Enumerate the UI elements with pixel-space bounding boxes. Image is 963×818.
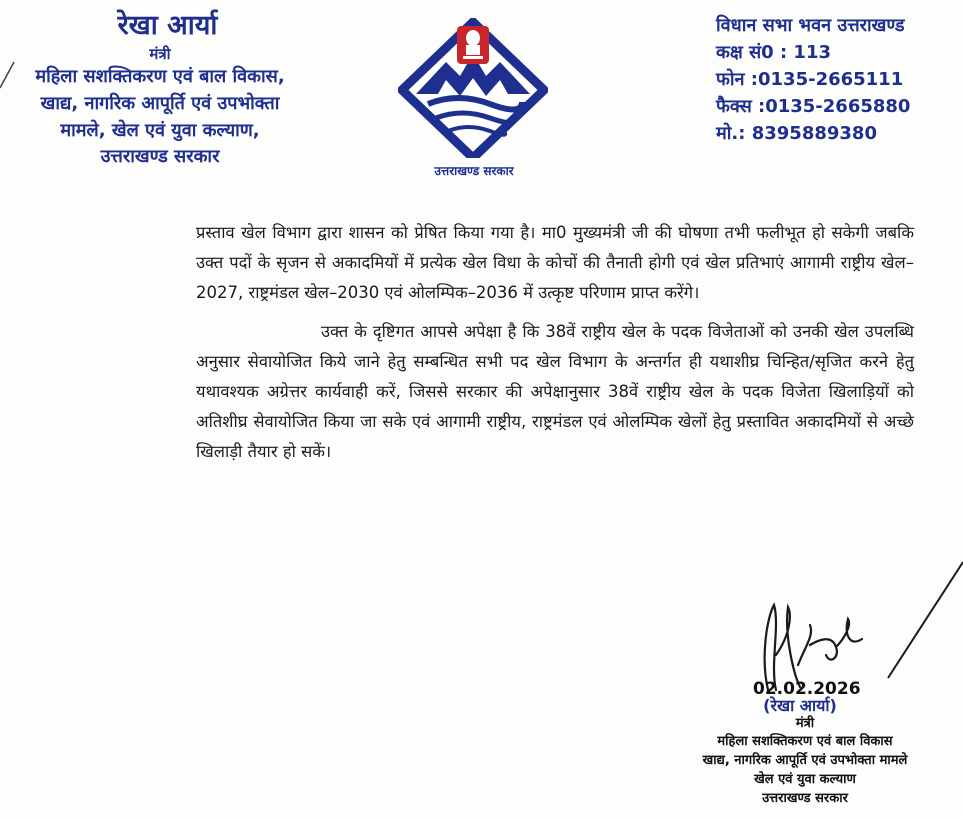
phone-number: फोन :0135-2665111 [716,69,904,90]
paragraph: उक्त के दृष्टिगत आपसे अपेक्षा है कि 38वें राष्ट्रीय खेल के पदक विजेताओं को उनकी खेल उपलब्धि अनुसार सेवायोजित किये जाने हेतु सम्बन्धित सभी पद खेल विभाग के अन्तर्गत ही यथाशीघ्र चिन्हित/सृजित करने हेतु यथावश्यक अग्रेत्तर कार्यवाही करें, जिससे सरकार की अपेक्षानुसार 38वें राष्ट्रीय खेल के पदक विजेता खिलाड़ियों को अतिशीघ्र सेवायोजित किया जा सके एवं आगामी राष्ट्रीय, राष्ट्रमंडल एवं ओलम्पिक खेलों हेतु प्रस्तावित अकादमियों से अच्छे खिलाड़ी तैयार हो सकें। [196,322,914,461]
uttarakhand-government-emblem-icon [398,18,548,158]
signatory-name: (रेखा आर्या) [763,696,837,715]
signatory-department: महिला सशक्तिकरण एवं बाल विकास [717,734,893,749]
emblem-caption: उत्तराखण्ड सरकार [434,164,514,178]
paragraph: प्रस्ताव खेल विभाग द्वारा शासन को प्रेषित किया गया है। मा0 मुख्यमंत्री जी की घोषणा तभी फलीभूत हो सकेगी जबकि उक्त पदों के सृजन से अकादमियों में प्रत्येक खेल विधा के कोचों की तैनाती होगी एवं खेल प्रतिभाएं आगामी राष्ट्रीय खेल–2027, राष्ट्रमंडल खेल–2030 एवं ओलम्पिक–2036 में उत्कृष्ट परिणाम प्राप्त करेंगे। [196,223,914,302]
minister-name: रेखा आर्या [117,10,218,41]
department-line: उत्तराखण्ड सरकार [100,146,220,168]
signatory-department: खेल एवं युवा कल्याण [754,772,856,787]
department-line: खाद्य, नागरिक आपूर्ति एवं उपभोक्ता [40,93,280,115]
fax-number: फैक्स :0135-2665880 [716,96,911,117]
signature-block [660,696,950,808]
signatory-department: उत्तराखण्ड सरकार [762,791,848,806]
signatory-title: मंत्री [795,716,815,731]
signature-date: 02.02.2026 [753,679,861,699]
minister-letterhead [0,10,320,171]
letter-body [196,218,914,467]
address-line: विधान सभा भवन उत्तराखण्ड [716,15,905,36]
department-line: मामले, खेल एवं युवा कल्याण, [60,119,260,141]
minister-title: मंत्री [149,45,171,64]
mobile-number: मो.: 8395889380 [716,123,877,144]
room-number: कक्ष सं0 : 113 [716,42,831,63]
contact-details [716,12,961,147]
pen-stroke-mark [880,560,963,680]
department-line: महिला सशक्तिकरण एवं बाल विकास, [35,66,285,88]
signatory-department: खाद्य, नागरिक आपूर्ति एवं उपभोक्ता मामले [702,753,908,768]
